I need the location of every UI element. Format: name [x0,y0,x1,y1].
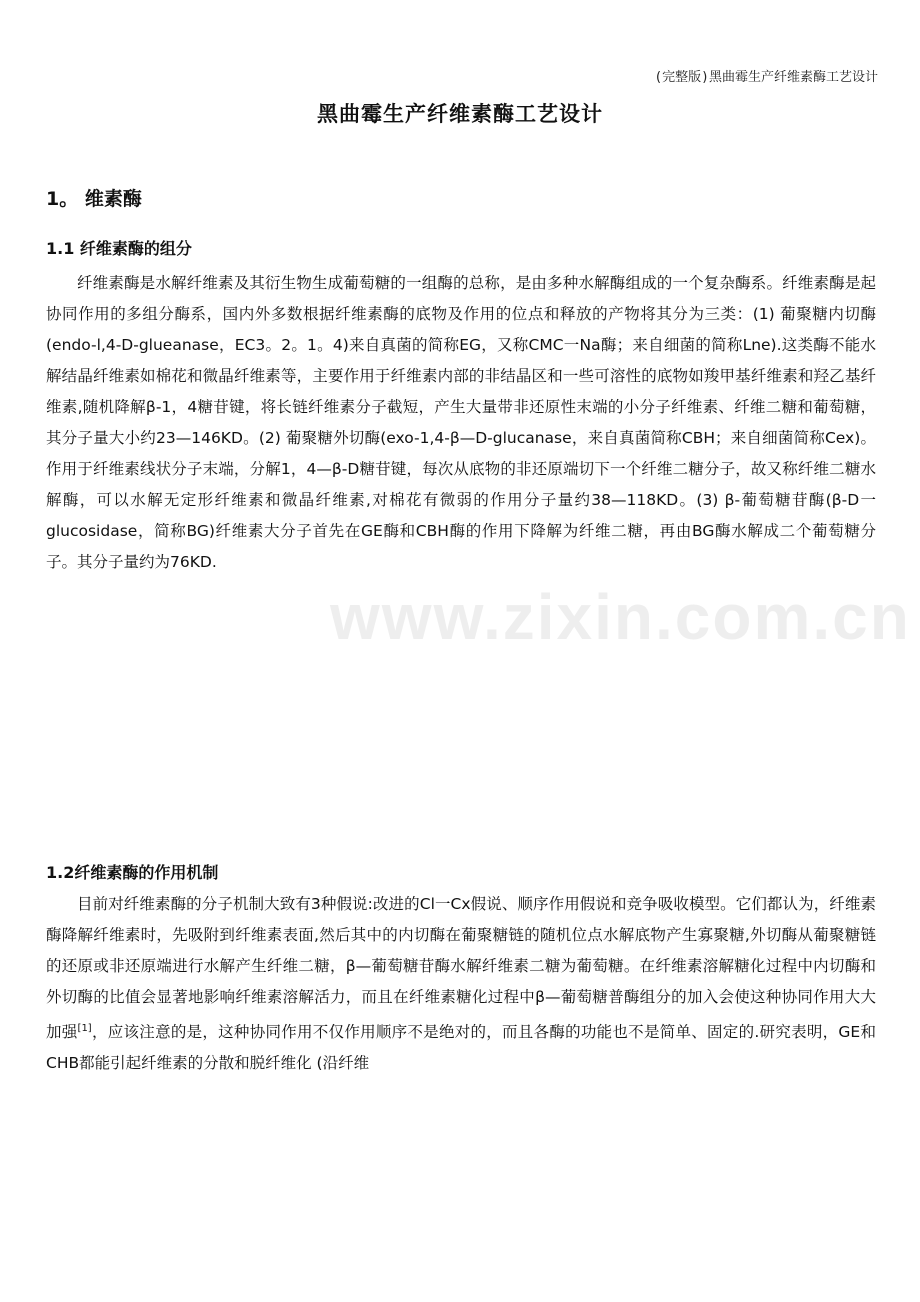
section-heading-1-1: 1.1 纤维素酶的组分 [46,239,192,258]
section-heading-1: 1。 维素酶 [46,188,142,210]
document-title: 黑曲霉生产纤维素酶工艺设计 [317,102,603,126]
mechanism-text-part1: 目前对纤维素酶的分子机制大致有3种假说:改进的Cl一Cx假说、顺序作用假说和竞争吸收模型。它们都认为，纤维素酶降解纤维素时，先吸附到纤维素表面,然后其中的内切酶在葡聚糖链的随机位点水解底物产生寡聚糖,外切酶从葡聚糖链的还原或非还原端进行水解产生纤维二糖，β—葡萄糖苷酶水解纤维素二糖为葡萄糖。在纤维素溶解糖化过程中内切酶和外切酶的比值会显著地影响纤维素溶解活力，而且在纤维素糖化过程中β—葡萄糖普酶组分的加入会使这种协同作用大大加强 [46,895,876,1042]
section-heading-1-2: 1.2纤维素酶的作用机制 [46,863,219,882]
mechanism-text-part2: ，应该注意的是，这种协同作用不仅作用顺序不是绝对的，而且各酶的功能也不是简单、固定的.研究表明，GE和CHB都能引起纤维素的分散和脱纤维化 (沿纤维 [46,1023,876,1073]
watermark: www.zixin.com.cn [330,581,911,653]
reference-citation[interactable]: [1] [77,1023,92,1034]
running-header: (完整版)黑曲霉生产纤维素酶工艺设计 [654,70,878,85]
paragraph-mechanism [46,889,876,1079]
paragraph-components: 纤维素酶是水解纤维素及其衍生物生成葡萄糖的一组酶的总称，是由多种水解酶组成的一个复杂酶系。纤维素酶是起协同作用的多组分酶系，国内外多数根据纤维素酶的底物及作用的位点和释放的产物将其分为三类：(1) 葡聚糖内切酶 (endo-l,4-D-glueanase，EC3。2。1。4)来自真菌的简称EG，又称CMC一Na酶；来自细菌的简称Lne).这类酶不能水解结晶纤维素如棉花和微晶纤维素等，主要作用于纤维素内部的非结晶区和一些可溶性的底物如羧甲基纤维素和羟乙基纤维素,随机降解β-1，4糖苷键，将长链纤维素分子截短，产生大量带非还原性末端的小分子纤维素、纤维二糖和葡萄糖，其分子量大小约23—146KD。(2) 葡聚糖外切酶(exo-1,4-β—D-glucanase，来自真菌简称CBH；来自细菌简称Cex)。作用于纤维素线状分子末端，分解1，4—β-D糖苷键，每次从底物的非还原端切下一个纤维二糖分子，故又称纤维二糖水解酶，可以水解无定形纤维素和微晶纤维素,对棉花有微弱的作用分子量约38—118KD。(3) β-葡萄糖苷酶(β-D一glucosidase，简称BG)纤维素大分子首先在GE酶和CBH酶的作用下降解为纤维二糖，再由BG酶水解成二个葡萄糖分子。其分子量约为76KD. [46,274,876,571]
